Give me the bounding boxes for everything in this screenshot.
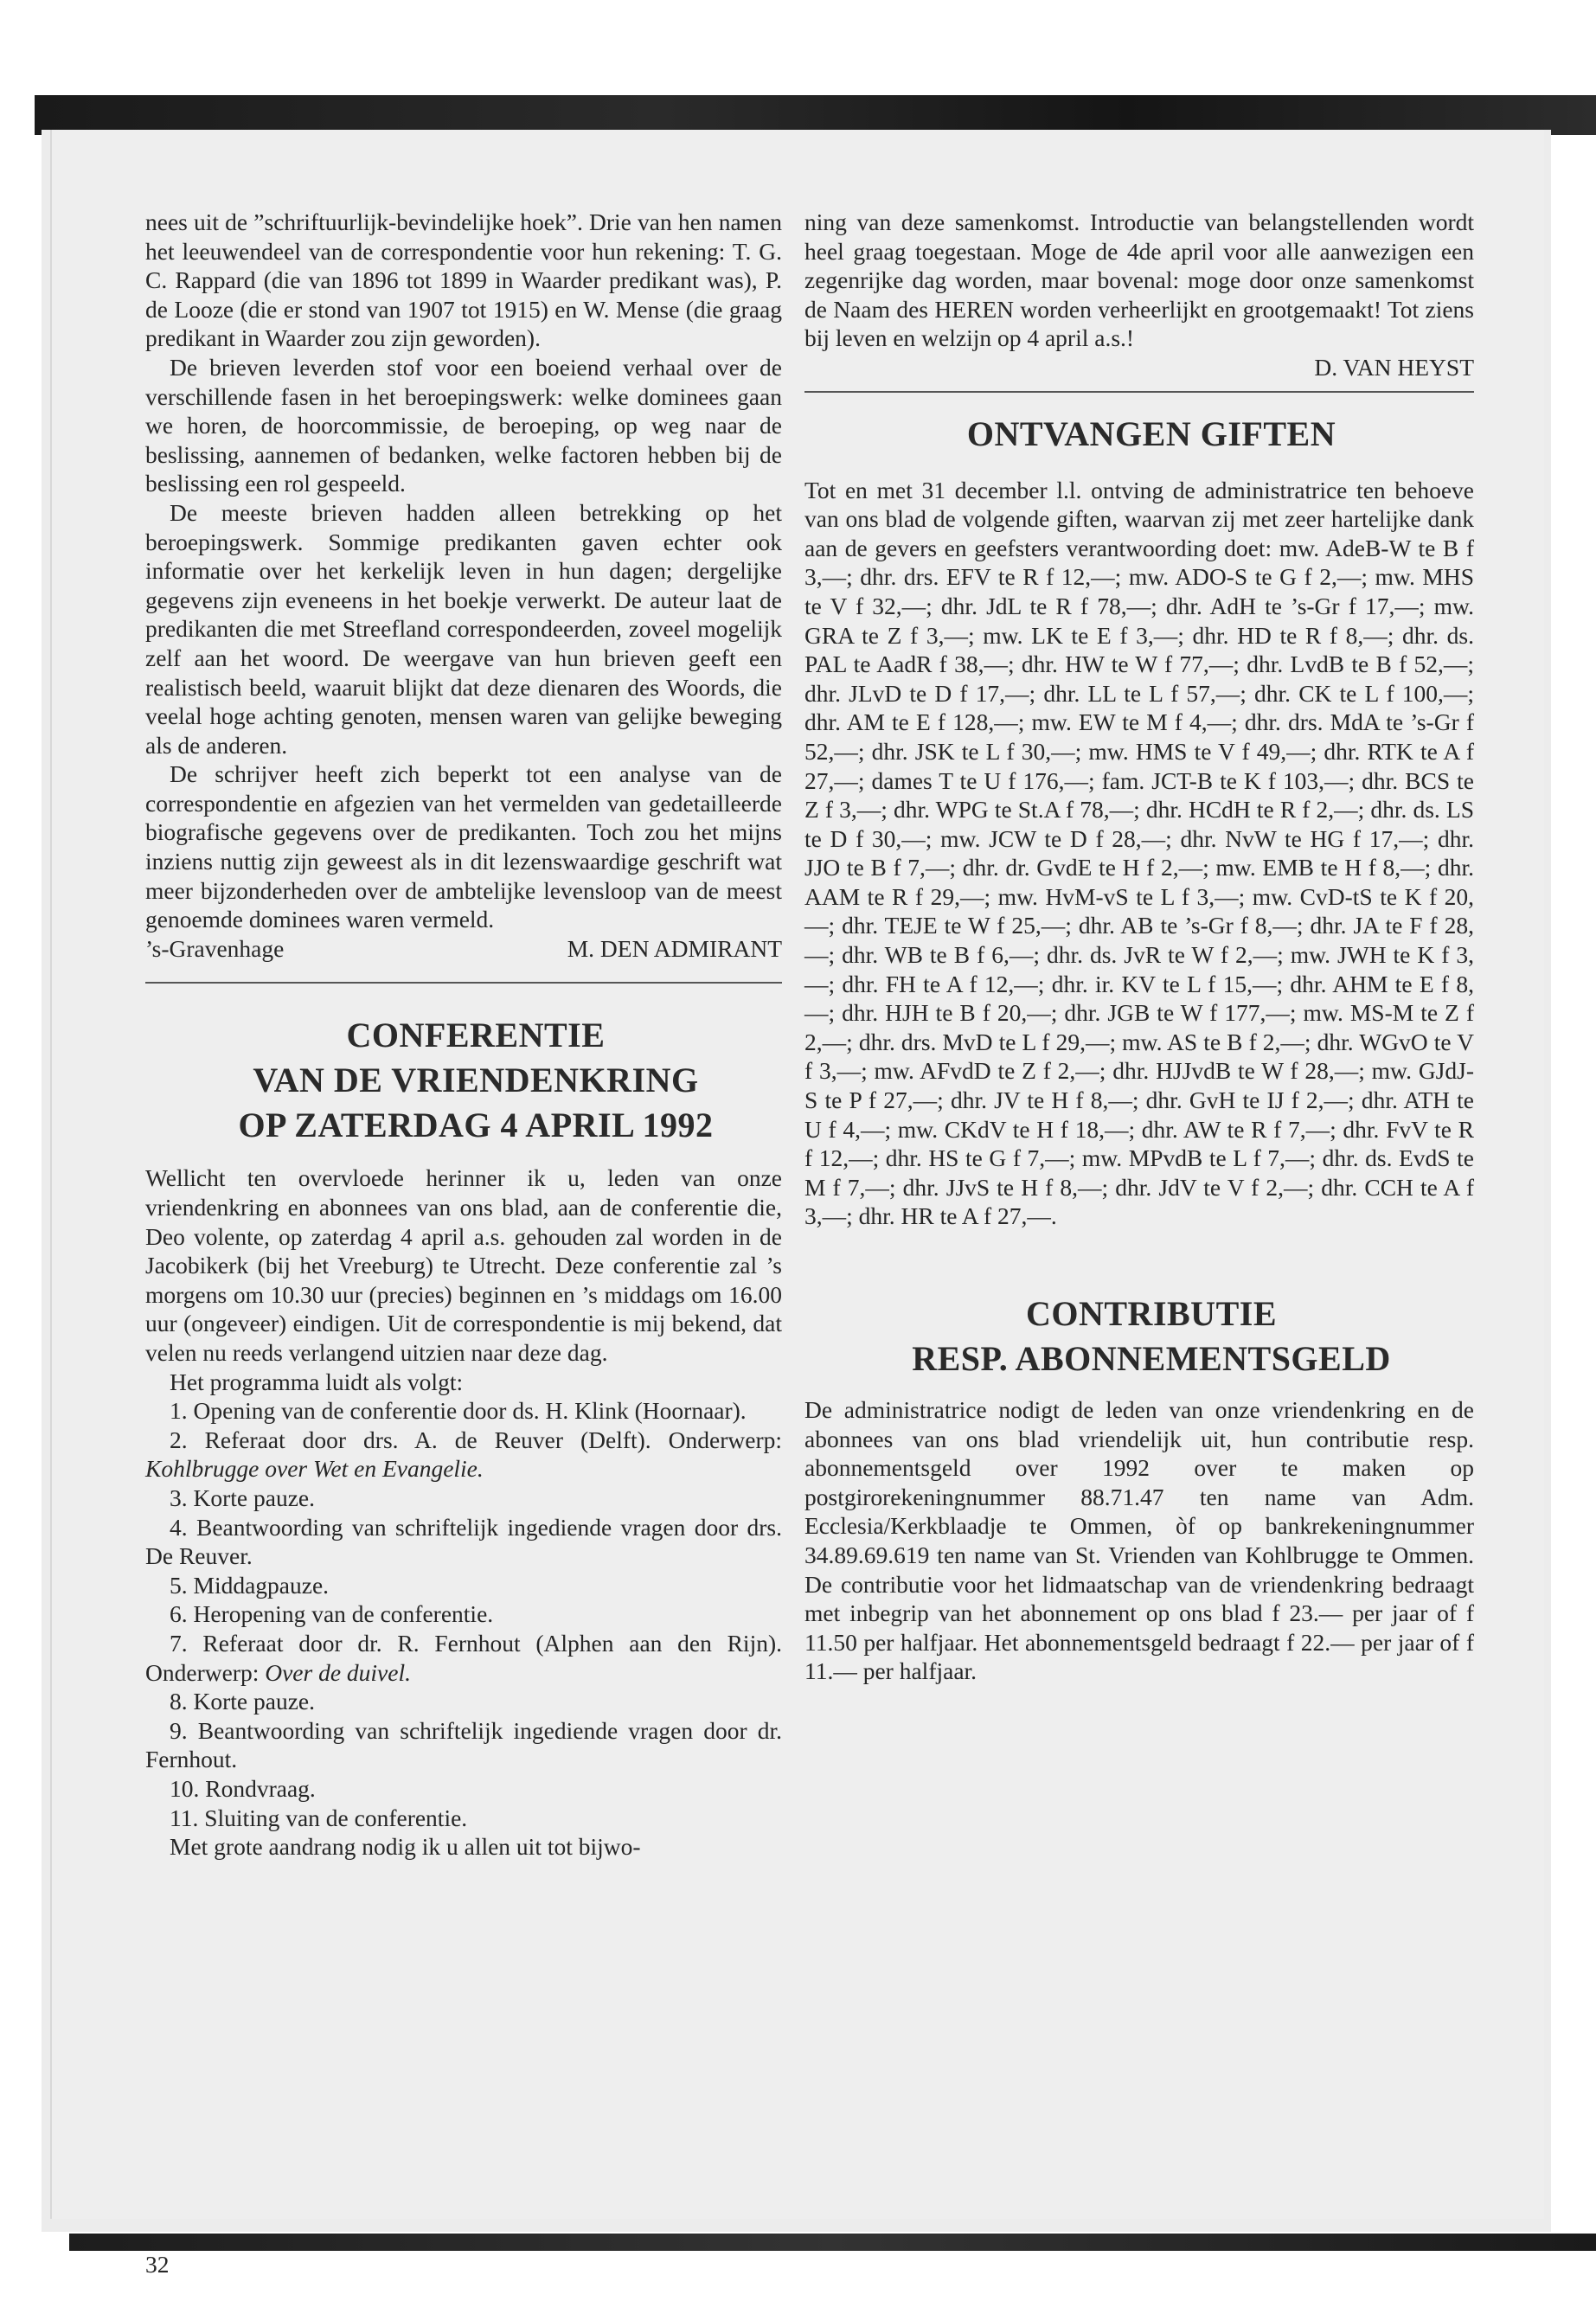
program-item: 10. Rondvraag. bbox=[170, 1774, 316, 1802]
analysis-paragraph: De schrijver heeft zich beperkt tot een analyse van de correspondentie en afgezien van het vermelden van gedetailleerde biografische gegevens over de predikanten. Toch zou het mijns inziens nuttig zijn geweest als in dit lezenswaardige geschrift wat meer bijzonderheden over de ambtelijke levensloop van de meest genoemde dominees waren vermeld. bbox=[145, 760, 782, 933]
program-item-text: 7. Referaat door dr. R. Fernhout (Alphen aan den Rijn). Onderwerp: bbox=[145, 1629, 782, 1686]
gifts-paragraph: Tot en met 31 december l.l. ontving de administratrice ten behoeve van ons blad de volgende giften, waarvan zij met zeer hartelijke dank aan de gevers en geefsters verantwoording doet: mw. AdeB-W te B f 3,—; dhr. drs. EFV te R f 12,—; mw. ADO-S te G f 2,—; mw. MHS te V f 32,—; dhr. JdL te R f 78,—; dhr. AdH te ’s-Gr f 17,—; mw. GRA te Z f 3,—; mw. LK te E f 3,—; dhr. HD te R f 8,—; dhr. ds. PAL te AadR f 38,—; dhr. HW te W f 77,—; dhr. LvdB te B f 52,—; dhr. JLvD te D f 17,—; dhr. LL te L f 57,—; dhr. CK te L f 100,—; dhr. AM te E f 128,—; mw. EW te M f 4,—; dhr. drs. MdA te ’s-Gr f 52,—; dhr. JSK te L f 30,—; mw. HMS te V f 49,—; dhr. RTK te A f 27,—; dames T te U f 176,—; fam. JCT-B te K f 103,—; dhr. BCS te Z f 3,—; dhr. WPG te St.A f 78,—; dhr. HCdH te R f 2,—; dhr. ds. LS te D f 30,—; mw. JCW te D f 28,—; dhr. NvW te HG f 17,—; dhr. JJO te B f 7,—; dhr. dr. GvdE te H f 2,—; mw. EMB te H f 8,—; dhr. AAM te R f 29,—; mw. HvM-vS te L f 3,—; mw. CvD-tS te K f 20,—; dhr. TEJE te W f 25,—; dhr. AB te ’s-Gr f 8,—; dhr. JA te F f 28,—; dhr. WB te B f 6,—; dhr. ds. JvR te W f 2,—; mw. JWH te K f 3,—; dhr. FH te A f 12,—; dhr. ir. KV te L f 15,—; dhr. AHM te E f 8,—; dhr. HJH te B f 20,—; dhr. JGB te W f 177,—; mw. MS-M te Z f 2,—; dhr. drs. MvD te L f 29,—; mw. AS te B f 2,—; dhr. WGvO te V f 3,—; mw. AFvdD te Z f 2,—; dhr. HJJvdB te W f 28,—; mw. GJdJ-S te P f 27,—; dhr. JV te H f 8,—; dhr. GvH te IJ f 2,—; dhr. ATH te U f 4,—; mw. CKdV te H f 18,—; dhr. AW te R f 7,—; dhr. FvV te R f 12,—; dhr. HS te G f 7,—; mw. MPvdB te L f 7,—; dhr. ds. EvdS te M f 7,—; dhr. JJvS te H f 8,—; dhr. JdV te V f 2,—; dhr. CCH te A f 3,—; dhr. HR te A f 27,—. bbox=[804, 476, 1474, 1230]
program-item: 6. Heropening van de conferentie. bbox=[170, 1600, 494, 1628]
program-item: 9. Beantwoording van schriftelijk ingediende vragen door dr. Fernhout. bbox=[145, 1716, 782, 1773]
review-author: M. DEN ADMIRANT bbox=[567, 934, 782, 962]
section-divider bbox=[804, 391, 1474, 393]
content-paragraph: De meeste brieven hadden alleen betrekking op het beroepingswerk. Sommige predikanten gaven echter ook informatie over het kerkelijk leven in hun dagen; dergelijke gegevens zijn eveneens in het boekje verwerkt. De auteur laat de predikanten die met Streefland correspondeerden, zoveel mogelijk zelf aan het woord. De weergave van hun brieven geeft een realistisch beeld, waaruit blijkt dat deze dienaren des Woords, die veelal hoge achting genoten, mensen waren van gelijke beweging als de anderen. bbox=[145, 498, 782, 759]
page bbox=[50, 130, 1544, 2278]
review-place: ’s-Gravenhage bbox=[145, 934, 285, 962]
continued-paragraph: ning van deze samenkomst. Introductie van belangstellenden wordt heel graag toegestaan. Moge de 4de april voor alle aanwezigen een zegenrijke dag worden, maar bovenal: moge door onze samenkomst de Naam des HEREN worden verheerlijkt en grootgemaakt! Tot ziens bij leven en welzijn op 4 april a.s.! bbox=[804, 208, 1474, 352]
conference-heading-line-1: CONFERENTIE bbox=[346, 1016, 606, 1055]
contribution-paragraph: De administratrice nodigt de leden van onze vriendenkring en de abonnees van ons blad vriendelijk uit, hun contributie resp. abonnementsgeld over 1992 over te maken op postgirorekeningnummer 88.71.47 ten name van Adm. Ecclesia/Kerkblaadje te Ommen, òf op bankrekeningnummer 34.89.69.619 ten name van St. Vrienden van Kohlbrugge te Ommen. De contributie voor het lidmaatschap van de vriendenkring bedraagt met inbegrip van het abonnement op ons blad f 23.— per jaar of f 11.50 per halfjaar. Het abonnementsgeld bedraagt f 22.— per jaar of f 11.— per halfjaar. bbox=[804, 1396, 1474, 1685]
review-signature-line bbox=[145, 934, 782, 964]
program-item bbox=[145, 1629, 782, 1687]
page-number: 32 bbox=[145, 2251, 170, 2278]
program-item: 8. Korte pauze. bbox=[170, 1688, 315, 1715]
program-item-text: 2. Referaat door drs. A. de Reuver (Delft). Onderwerp: bbox=[170, 1426, 782, 1453]
letters-paragraph: De brieven leverden stof voor een boeiend verhaal over de verschillende fasen in het beroepingswerk: welke dominees gaan we horen, de hoorcommissie, de beroeping, op weg naar de beslissing, aannemen of bedanken, welke factoren hebben bij de beslissing een rol gespeeld. bbox=[145, 353, 782, 497]
intro-paragraph: nees uit de ”schriftuurlijk-bevindelijke hoek”. Drie van hen namen het leeuwendeel van de correspondentie voor hun rekening: T. G. C. Rappard (die van 1896 tot 1899 in Waarder predikant was), P. de Looze (die er stond van 1907 tot 1915) en W. Mense (die graag predikant in Waarder zou zijn geworden). bbox=[145, 208, 782, 352]
program-item: 5. Middagpauze. bbox=[170, 1571, 330, 1599]
right-column bbox=[804, 208, 1474, 1686]
program-item: 3. Korte pauze. bbox=[170, 1484, 315, 1511]
conference-heading-line-2: VAN DE VRIENDENKRING bbox=[253, 1061, 699, 1100]
closing-line: Met grote aandrang nodig ik u allen uit tot bijwo- bbox=[170, 1833, 641, 1861]
section-divider bbox=[145, 982, 782, 984]
contribution-heading-line-2: RESP. ABONNEMENTSGELD bbox=[912, 1339, 1391, 1378]
conference-signature: D. VAN HEYST bbox=[1314, 353, 1474, 381]
program-item bbox=[145, 1426, 782, 1484]
program-intro: Het programma luidt als volgt: bbox=[170, 1368, 464, 1395]
gifts-heading: ONTVANGEN GIFTEN bbox=[966, 413, 1336, 453]
conference-paragraph: Wellicht ten overvloede herinner ik u, leden van onze vriendenkring en abonnees van ons blad, aan de conferentie die, Deo volente, op zaterdag 4 april a.s. gehouden zal worden in de Jacobikerk (bij het Vreeburg) te Utrecht. Deze conferentie zal ’s morgens om 10.30 uur (precies) beginnen en ’s middags om 16.00 uur (ongeveer) eindigen. Uit de correspondentie is mij bekend, dat velen nu reeds verlangend uitzien naar deze dag. bbox=[145, 1164, 782, 1366]
scan-border-bottom bbox=[69, 2234, 1596, 2251]
program-item: 11. Sluiting van de conferentie. bbox=[170, 1804, 468, 1831]
program-topic: Kohlbrugge over Wet en Evangelie. bbox=[145, 1455, 484, 1483]
left-column bbox=[145, 208, 782, 1862]
contribution-heading-line-1: CONTRIBUTIE bbox=[1025, 1294, 1277, 1333]
program-topic: Over de duivel. bbox=[265, 1658, 411, 1686]
program-item: 1. Opening van de conferentie door ds. H. Klink (Hoornaar). bbox=[170, 1397, 747, 1425]
conference-heading-line-3: OP ZATERDAG 4 APRIL 1992 bbox=[238, 1106, 714, 1145]
program-item: 4. Beantwoording van schriftelijk ingediende vragen door drs. De Reuver. bbox=[145, 1513, 782, 1570]
